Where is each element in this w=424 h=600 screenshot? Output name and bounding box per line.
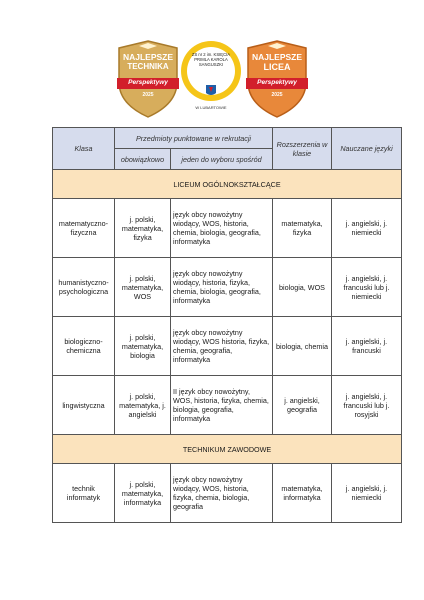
table-row [53,199,402,258]
table-row [53,464,402,523]
cell-jezyki: j. angielski, j. francuski lub j. niemiecki [332,258,402,317]
header-rozszerzenia: Rozszerzenia w klasie [273,128,332,170]
emblem-icon [180,40,242,102]
table-row [53,258,402,317]
badge-line1: NAJLEPSZE [251,52,303,62]
cell-rozszerzenia: matematyka, fizyka [273,199,332,258]
cell-rozszerzenia: matematyka, informatyka [273,464,332,523]
cell-rozszerzenia: biologia, WOS [273,258,332,317]
header-row-1 [53,128,402,149]
cell-obowiazkowo: j. polski, matematyka, fizyka [115,199,171,258]
cell-obowiazkowo: j. polski, matematyka, j. angielski [115,376,171,435]
cell-wybor: język obcy nowożytny wiodący, historia, fizyka, chemia, biologia, geografia, informatyka [171,258,273,317]
recruitment-table [52,127,402,523]
cell-obowiazkowo: j. polski, matematyka, WOS [115,258,171,317]
badge-ribbon: Perspektywy [128,79,168,86]
header-jezyki: Nauczane języki [332,128,402,170]
cell-jezyki: j. angielski, j. niemiecki [332,464,402,523]
badge-line2: LICEA [263,62,291,72]
header-przedmioty: Przedmioty punktowane w rekrutacji [115,128,273,149]
cell-klasa: lingwistyczna [53,376,115,435]
section-row [53,170,402,199]
table-row [53,317,402,376]
cell-rozszerzenia: biologia, chemia [273,317,332,376]
badge-line1: NAJLEPSZE [122,52,174,62]
cell-wybor: II język obcy nowożytny, WOS, historia, fizyka, chemia, biologia, geografia, informatyka [171,376,273,435]
badge-year: 2025 [142,92,154,98]
badge-ribbon: Perspektywy [257,79,297,86]
section-title: LICEUM OGÓLNOKSZTAŁCĄCE [53,170,402,199]
section-title: TECHNIKUM ZAWODOWE [53,435,402,464]
cell-jezyki: j. angielski, j. francuski lub j. rosyjski [332,376,402,435]
ranking-badge-licea [246,40,308,118]
header-klasa: Klasa [53,128,115,170]
cell-obowiazkowo: j. polski, matematyka, informatyka [115,464,171,523]
cell-jezyki: j. angielski, j. niemiecki [332,199,402,258]
badge-year: 2025 [271,92,283,98]
ranking-badge-technika [117,40,179,118]
cell-rozszerzenia: j. angielski, geografia [273,376,332,435]
section-row [53,435,402,464]
cell-klasa: matematyczno-fizyczna [53,199,115,258]
cell-wybor: język obcy nowożytny wiodący, WOS, historia, chemia, biologia, geografia, informatyka [171,199,273,258]
header-obowiazkowo: obowiązkowo [115,149,171,170]
table-row [53,376,402,435]
logos-row [0,40,424,122]
cell-klasa: humanistyczno-psychologiczna [53,258,115,317]
cell-jezyki: j. angielski, j. francuski [332,317,402,376]
school-name: ZS nr 2 im. KSIĘCIA PRIMLA KAROLA SANGUSZKI [191,52,231,67]
cell-wybor: język obcy nowożytny wiodący, WOS historia, fizyka, chemia, geografia, informatyka [171,317,273,376]
school-city: W LUBARTOWIE [195,105,227,110]
school-emblem [180,40,242,110]
cell-klasa: biologiczno-chemiczna [53,317,115,376]
cell-wybor: język obcy nowożytny wiodący, WOS, historia, fizyka, chemia, biologia, geografia [171,464,273,523]
cell-obowiazkowo: j. polski, matematyka, biologia [115,317,171,376]
badge-line2: TECHNIKA [127,62,169,71]
header-wybor: jeden do wyboru spośród [171,149,273,170]
cell-klasa: technik informatyk [53,464,115,523]
